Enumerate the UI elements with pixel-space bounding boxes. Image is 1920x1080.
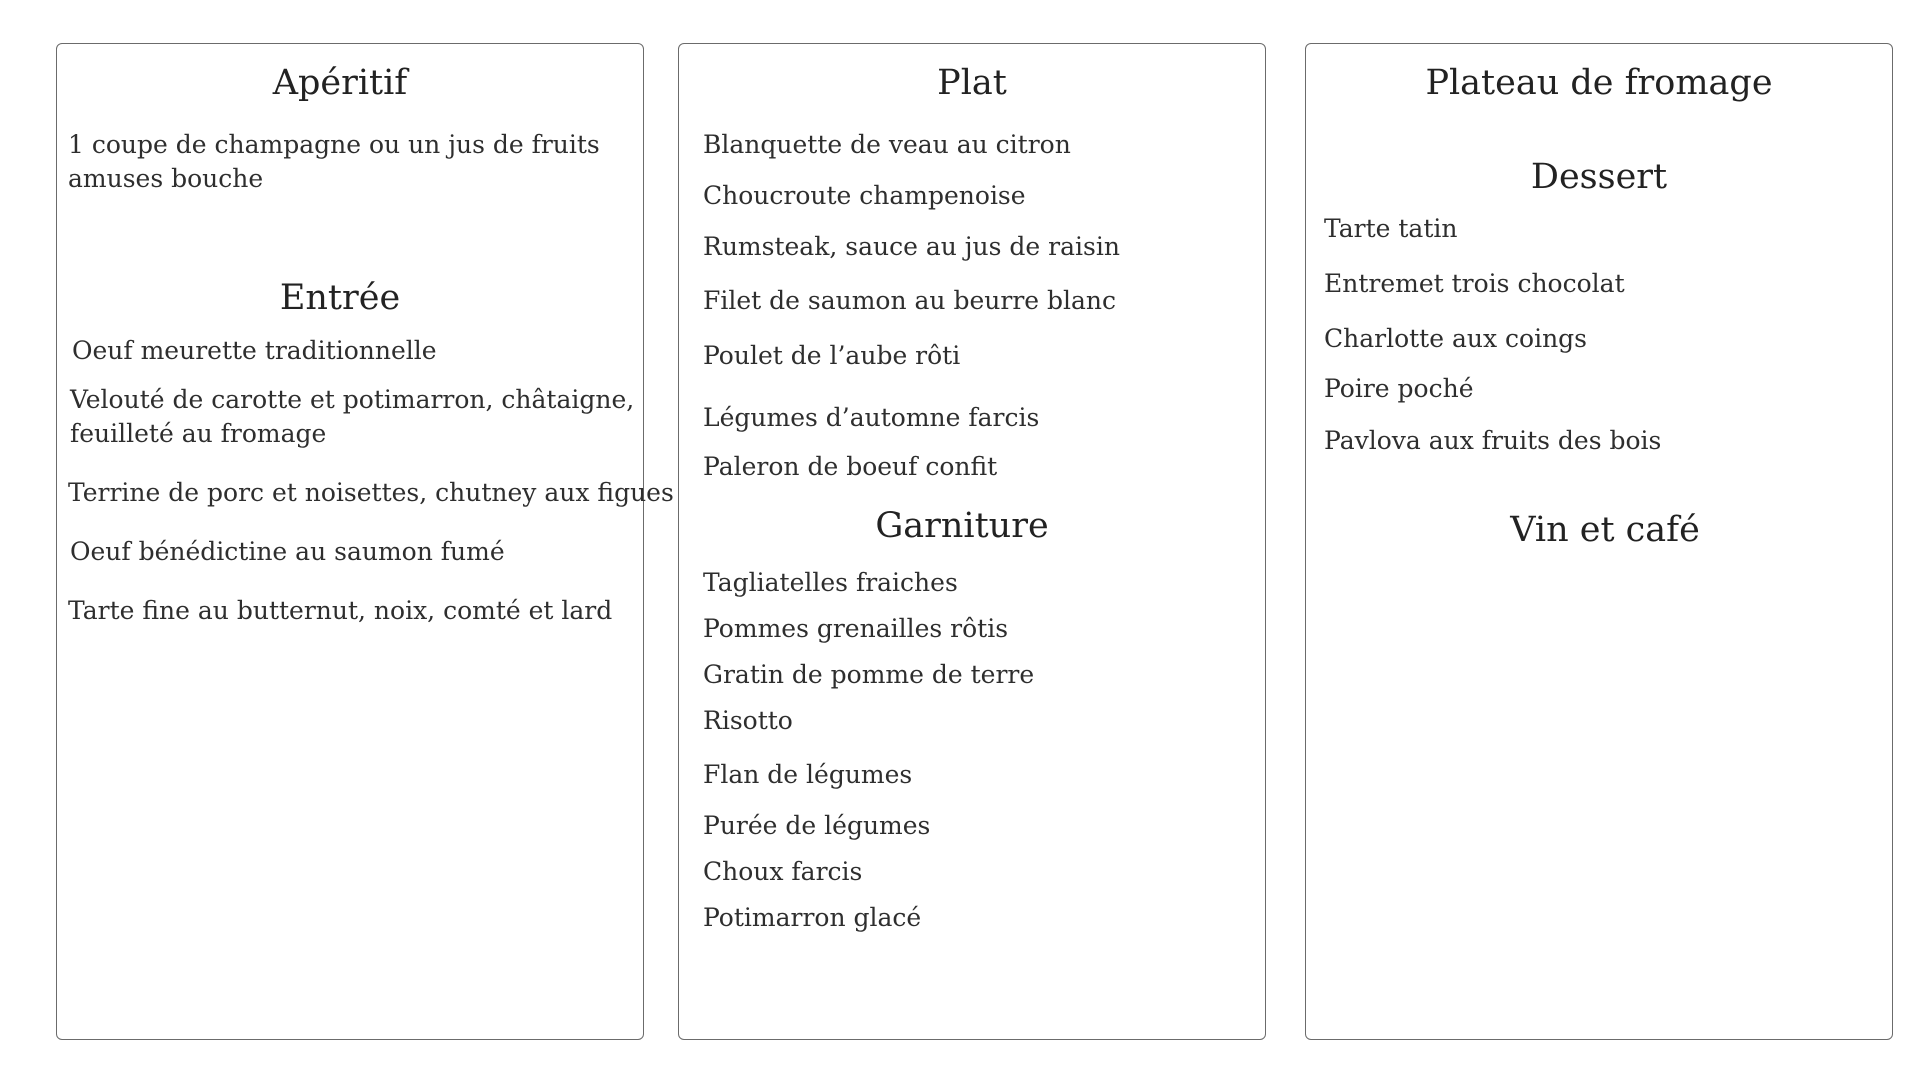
entree-item: Velouté de carotte et potimarron, châtaigne,	[70, 385, 635, 414]
entree-item: Oeuf meurette traditionnelle	[72, 336, 437, 365]
garniture-item: Choux farcis	[703, 857, 863, 886]
entree-item: Terrine de porc et noisettes, chutney aux figues	[68, 478, 674, 507]
garniture-item: Potimarron glacé	[703, 903, 922, 932]
dessert-heading: Dessert	[1530, 157, 1668, 197]
dessert-item: Entremet trois chocolat	[1324, 269, 1625, 298]
dessert-item: Poire poché	[1324, 374, 1474, 403]
plat-item: Blanquette de veau au citron	[703, 130, 1071, 159]
plat-item: Choucroute champenoise	[703, 181, 1026, 210]
garniture-item: Flan de légumes	[703, 760, 913, 789]
plat-heading: Plat	[937, 63, 1007, 103]
garniture-item: Tagliatelles fraiches	[703, 568, 958, 597]
dessert-item: Pavlova aux fruits des bois	[1324, 426, 1662, 455]
garniture-item: Gratin de pomme de terre	[703, 660, 1035, 689]
entree-item: feuilleté au fromage	[70, 419, 327, 448]
plat-item: Paleron de boeuf confit	[703, 452, 998, 481]
aperitif-heading: Apéritif	[272, 63, 408, 103]
menu-panel-fromage-dessert	[1305, 43, 1893, 1040]
garniture-item: Risotto	[703, 706, 793, 735]
plat-item: Poulet de l’aube rôti	[703, 341, 961, 370]
entree-item: Tarte fine au butternut, noix, comté et lard	[68, 596, 613, 625]
dessert-item: Tarte tatin	[1324, 214, 1458, 243]
entree-item: Oeuf bénédictine au saumon fumé	[70, 537, 505, 566]
plat-item: Rumsteak, sauce au jus de raisin	[703, 232, 1120, 261]
plat-item: Filet de saumon au beurre blanc	[703, 286, 1117, 315]
fromage-heading: Plateau de fromage	[1425, 63, 1773, 103]
plat-item: Légumes d’automne farcis	[703, 403, 1040, 432]
garniture-item: Pommes grenailles rôtis	[703, 614, 1009, 643]
aperitif-line: 1 coupe de champagne ou un jus de fruits	[68, 130, 600, 159]
entree-heading: Entrée	[279, 278, 401, 318]
menu-panel-aperitif-entree	[56, 43, 674, 1040]
garniture-item: Purée de légumes	[703, 811, 931, 840]
dessert-item: Charlotte aux coings	[1324, 324, 1588, 353]
aperitif-line: amuses bouche	[68, 164, 264, 193]
vin-cafe-heading: Vin et café	[1510, 510, 1700, 550]
garniture-heading: Garniture	[875, 506, 1049, 546]
menu-panel-plat-garniture	[678, 43, 1266, 1040]
